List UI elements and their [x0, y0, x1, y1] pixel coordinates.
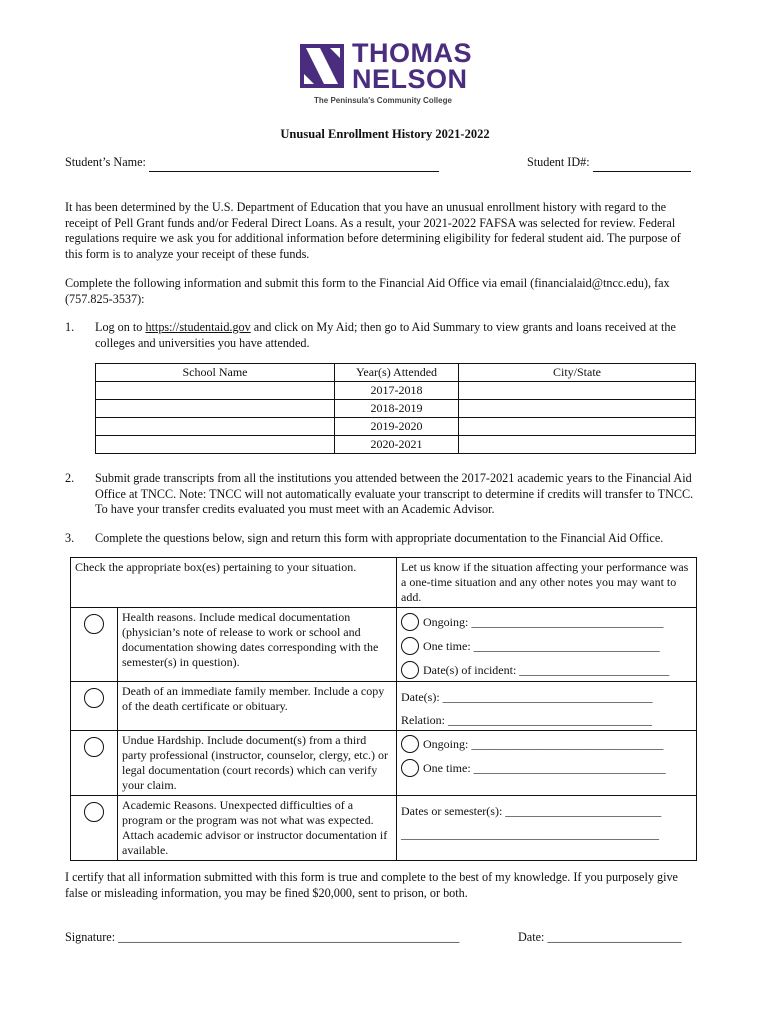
student-id-label: Student ID#: [527, 155, 590, 169]
city-state-cell[interactable] [459, 418, 696, 436]
header-city-state: City/State [459, 364, 696, 382]
health-ongoing-row [401, 613, 692, 631]
date-field[interactable]: Date: ______________________ [518, 930, 682, 944]
step-2-text: Submit grade transcripts from all the institutions you attended between the 2017-2021 academic years to the Financial Aid Office at TNCC. Note: TNCC will not automatically evaluate your transcript to determine if credits will transfer to TNCC. To have your transfer credits evaluated you must meet with an Academic Advisor. [95, 471, 694, 516]
instructions-paragraph: Complete the following information and submit this form to the Financial Aid Office via email (financialaid@tncc.edu), fax (757.825-3537): [65, 276, 670, 306]
logo-tagline: The Peninsula's Community College [314, 96, 452, 105]
table-row [96, 382, 696, 400]
table-row [96, 400, 696, 418]
step-2-number: 2. [65, 471, 75, 485]
academic-notes-cell [397, 796, 697, 861]
situation-header-row [71, 558, 697, 608]
health-checkbox-cell [71, 608, 118, 682]
intro-paragraph: It has been determined by the U.S. Department of Education that you have an unusual enrollment history with regard to the receipt of Pell Grant funds and/or Federal Direct Loans. As a result, your 2021-2022 FAFSA was selected for review. Federal regulations require we ask you for additional information before determining eligibility for federal student aid. The purpose of this form is to analyze your receipt of these funds. [65, 200, 681, 261]
situation-row-death [71, 682, 697, 731]
death-reason-text: Death of an immediate family member. Include a copy of the death certificate or obituary. [118, 682, 397, 731]
health-checkbox[interactable] [84, 614, 104, 634]
student-name-label: Student’s Name: [65, 155, 146, 169]
health-onetime-radio[interactable] [401, 637, 419, 655]
step-3-text: Complete the questions below, sign and return this form with appropriate documentation to the Financial Aid Office. [95, 531, 664, 545]
academic-reason-text: Academic Reasons. Unexpected difficulties of a program or the program was not what was expected. Attach academic advisor or instructor documentation if available. [118, 796, 397, 861]
death-notes-cell [397, 682, 697, 731]
city-state-cell[interactable] [459, 400, 696, 418]
academic-checkbox[interactable] [84, 802, 104, 822]
year-cell: 2018-2019 [335, 400, 459, 418]
death-checkbox-cell [71, 682, 118, 731]
hardship-checkbox[interactable] [84, 737, 104, 757]
death-checkbox[interactable] [84, 688, 104, 708]
academic-notes-field[interactable]: ___________________________________________ [401, 827, 659, 841]
health-date-radio[interactable] [401, 661, 419, 679]
school-name-cell[interactable] [96, 400, 335, 418]
student-id-field[interactable] [593, 155, 691, 172]
hardship-onetime-radio[interactable] [401, 759, 419, 777]
step-3-number: 3. [65, 531, 75, 545]
studentaid-link[interactable]: https://studentaid.gov [145, 320, 251, 334]
city-state-cell[interactable] [459, 436, 696, 454]
step-1-text [95, 320, 695, 351]
academic-dates-field[interactable]: Dates or semester(s): __________________________ [401, 804, 662, 818]
academic-checkbox-cell [71, 796, 118, 861]
hardship-onetime-row [401, 759, 692, 777]
health-date-field[interactable]: Date(s) of incident: _________________________ [423, 662, 670, 677]
city-state-cell[interactable] [459, 382, 696, 400]
health-onetime-row [401, 637, 692, 655]
hardship-ongoing-field[interactable]: Ongoing: ________________________________ [423, 736, 664, 751]
situation-table [70, 557, 697, 861]
situation-right-header: Let us know if the situation affecting your performance was a one-time situation and any other notes you may want to add. [397, 558, 697, 608]
student-id-row [527, 155, 691, 172]
hardship-reason-text: Undue Hardship. Include document(s) from a third party professional (instructor, counselor, clergy, etc.) or legal documentation (court records) which can verify your claim. [118, 731, 397, 796]
logo-line-1: THOMAS [352, 38, 472, 68]
health-ongoing-field[interactable]: Ongoing: ________________________________ [423, 614, 664, 629]
situation-left-header: Check the appropriate box(es) pertaining to your situation. [71, 558, 397, 608]
logo-mark-icon [300, 44, 344, 88]
table-row [96, 418, 696, 436]
health-ongoing-radio[interactable] [401, 613, 419, 631]
college-logo [300, 40, 470, 110]
logo-wordmark [352, 40, 472, 92]
death-relation-field[interactable]: Relation: __________________________________ [401, 713, 652, 727]
situation-row-hardship [71, 731, 697, 796]
table-header-row [96, 364, 696, 382]
step-1-text-before: Log on to [95, 320, 143, 334]
hardship-checkbox-cell [71, 731, 118, 796]
hardship-notes-cell [397, 731, 697, 796]
year-cell: 2020-2021 [335, 436, 459, 454]
year-cell: 2019-2020 [335, 418, 459, 436]
step-1-number: 1. [65, 320, 75, 334]
school-name-cell[interactable] [96, 436, 335, 454]
hardship-onetime-field[interactable]: One time: ________________________________ [423, 760, 666, 775]
signature-field[interactable]: Signature: ________________________________________________________ [65, 930, 460, 944]
form-title: Unusual Enrollment History 2021-2022 [280, 127, 490, 141]
situation-row-academic [71, 796, 697, 861]
header-years-attended: Year(s) Attended [335, 364, 459, 382]
school-name-cell[interactable] [96, 418, 335, 436]
header-school-name: School Name [96, 364, 335, 382]
health-onetime-field[interactable]: One time: _______________________________ [423, 638, 660, 653]
table-row [96, 436, 696, 454]
school-name-cell[interactable] [96, 382, 335, 400]
health-notes-cell [397, 608, 697, 682]
health-reason-text: Health reasons. Include medical documentation (physician’s note of release to work or school and documentation showing dates corresponding with the semester(s) in question). [118, 608, 397, 682]
student-name-field[interactable] [149, 155, 439, 172]
schools-table [95, 363, 696, 454]
student-name-row [65, 155, 439, 172]
logo-line-2: NELSON [352, 64, 468, 94]
death-dates-field[interactable]: Date(s): ___________________________________ [401, 690, 653, 704]
hardship-ongoing-radio[interactable] [401, 735, 419, 753]
situation-row-health [71, 608, 697, 682]
hardship-ongoing-row [401, 735, 692, 753]
health-date-row [401, 661, 692, 679]
year-cell: 2017-2018 [335, 382, 459, 400]
certification-paragraph: I certify that all information submitted with this form is true and complete to the best of my knowledge. If you purposely give false or misleading information, you may be fined $20,000, sent to prison, or both. [65, 870, 678, 900]
step-1-text-after: and click on My Aid; then go to Aid Summary to view grants and loans received at the colleges and universities you have attended. [95, 320, 676, 350]
